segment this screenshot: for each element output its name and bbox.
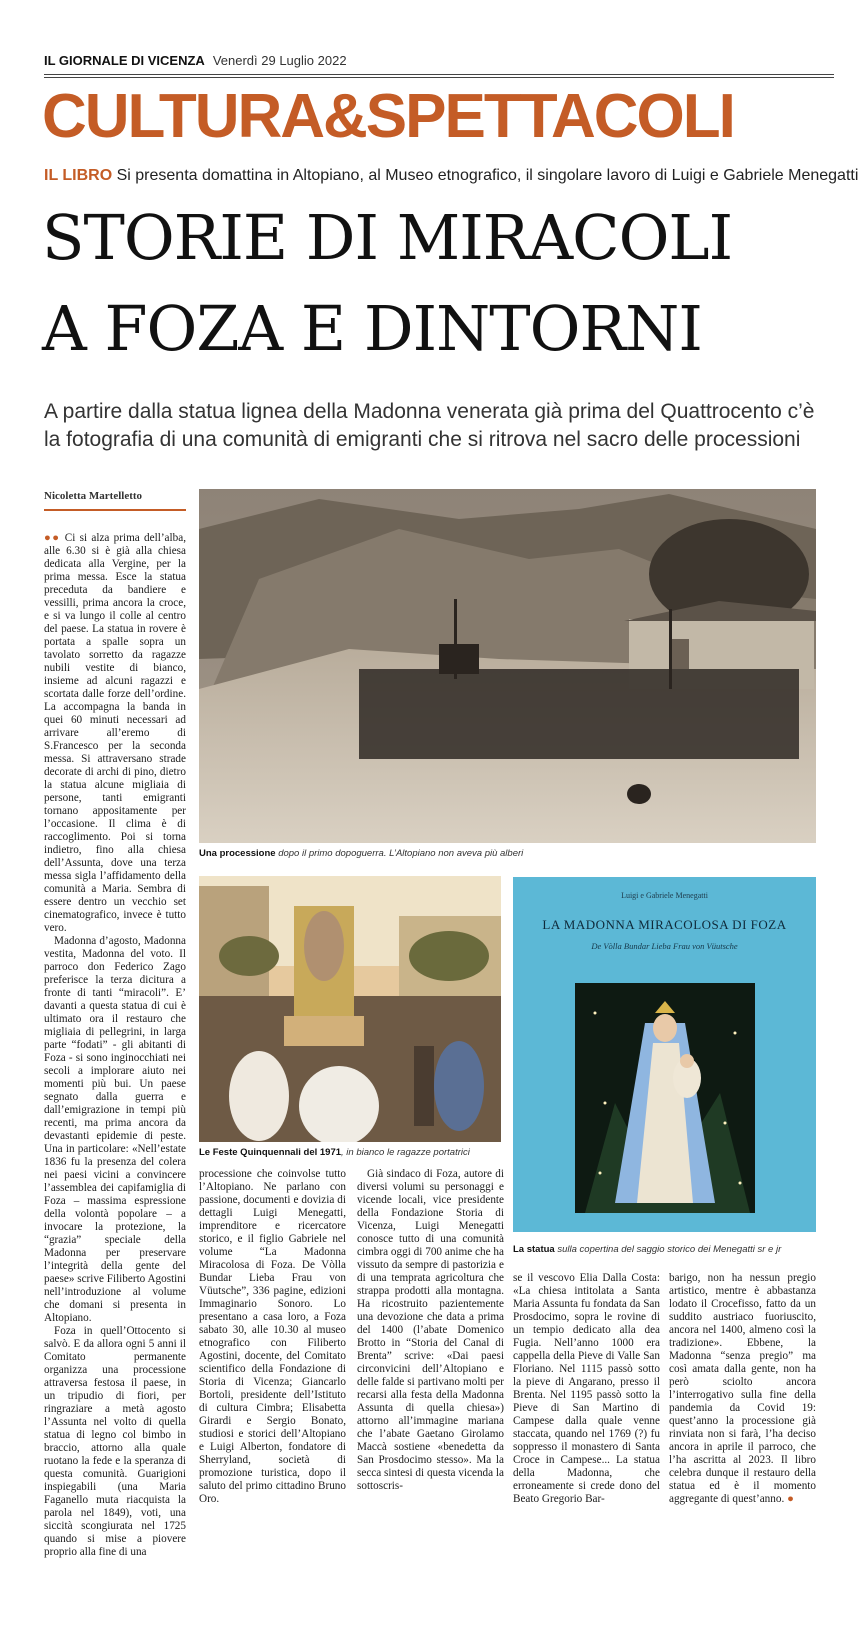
column-1-paragraph-2: Madonna d’agosto, Madonna vestita, Madonna del voto. Il parroco don Federico Zago preferisce la terza dicitura a fronte di tanti “miracoli”. E’ davanti a questa statua di cui è ultimato ora il restauro che migliaia di pellegrini, in larga parte “fodati” - gli abitanti di Foza - si sono inginocchiati nei secoli a implorare aiuto nei momenti più bui. Un paese segnato dalla guerra e dall’emigrazione in tempi più recenti, ma prima ancora da devastanti epidemie di peste. Una in particolare: «Nell’estate 1836 fu la presenza del colera nei paesi vicini a convincere l’assemblea dei capifamiglia di Foza – massima espressione della volontà popolare – a invocare la protezione, la “grazia” speciale della Madonna per preservare l’integrità della gente del paese» scrive Filiberto Agostini nell’introduzione al volume che domani si presenta in Altopiano. [44, 935, 186, 1324]
issue-date: Venerdì 29 Luglio 2022 [212, 53, 347, 68]
procession-photo-1971-image [199, 876, 501, 1142]
top-rule-second [44, 77, 834, 78]
column-4-text: se il vescovo Elia Dalla Costa: «La chiesa intitolata a Santa Maria Assunta fu fondata da San Prosdocimo, sopra le rovine di un tempio dedicato alla dea Fugia. Nell’anno 1000 era cappella della Pieve di Valle San Floriano. Nel 1115 passò sotto la pieve di Angarano, presso il Brenta. Nel 1195 passò sotto la Pieve di San Martino di Campese dalla quale venne staccata, quando nel 1769 (?) fu soppresso il monastero di Santa Croce in Campese... La statua della Madonna, che erroneamente si crede dono del Beato Gregorio Bar- [513, 1272, 660, 1505]
procession-photo-1971 [199, 876, 501, 1142]
section-title: CULTURA&SPETTACOLI [42, 82, 734, 151]
book-cover-title: LA MADONNA MIRACOLOSA DI FOZA [542, 917, 787, 932]
procession-photo-historic [199, 489, 816, 843]
column-1-paragraph-3: Foza in quell’Ottocento si salvò. E da allora ogni 5 anni il Comitato permanente organizza una processione attraversa festosa il paese, in un tripudio di fiori, per ringraziare a metà agosto l’Assunta nel volto di quella statua di legno col bimbo in braccio, attorno alla quale ruotano la fede e la speranza di questa comunità. Guarigioni inspiegabili (una Maria Faganello muta riacquista la parola nel 1849), voti, una siccità scongiurata nel 1725 quando si mise a piovere proprio alla fine di una [44, 1325, 186, 1558]
caption-book-cover [513, 1244, 823, 1255]
book-cover-subtitle: De Vòlla Bundar Lieba Frau von Vüutsche [591, 941, 738, 951]
article-column-3 [357, 1168, 504, 1623]
headline-line-2: A FOZA E DINTORNI [42, 292, 702, 365]
kicker-label: IL LIBRO [44, 167, 113, 184]
caption-photo-historic-bold: Una processione [199, 848, 276, 859]
column-5-text: barigo, non ha nessun pregio artistico, mentre è abbastanza lodato il Crocefisso, fatto da un suddito austriaco fuoriuscito, ancora nel 1400, almeno così la tradizione». Ebbene, la Madonna “senza pregio” ma così amata dalla gente, non ha però sciolto ancora l’interrogativo sulla fine della pandemia da Covid 19: quest’anno la processione già rinviata non si farà, l’ha deciso ancora in aprile il parroco, che l’ha ascritta al 2023. Il libro celebra dunque il restauro della statua ed è il momento aggregante di quest’anno. [669, 1272, 816, 1505]
top-rule [44, 74, 834, 75]
book-cover [513, 877, 816, 1232]
kicker [44, 167, 859, 185]
column-2-text: processione che coinvolse tutto l’Altopiano. Ne parlano con passione, documenti e dovizia di dettagli Luigi Menegatti, imprenditore e ricercatore storico, e il figlio Gabriele nel volume “La Madonna Miracolosa di Foza. De Vòlla Bundar Lieba Frau von Vüutsche”, 336 pagine, edizioni Immaginario Sonoro. Lo presentano a casa loro, a Foza sabato 30, alle 10.30 al museo etnografico con Filiberto Agostini, docente, del Comitato scientifico della Fondazione di Storia di Vicenza; Giancarlo Bortoli, presidente dell’Istituto di cultura Cimbra; Elisabetta Girardi e Sergio Bonato, studiosi e storici dell’Altopiano e Luigi Alberton, fondatore di Sherryland, società di promozione turistica, dopo il saluto del primo cittadino Bruno Oro. [199, 1168, 346, 1505]
newspaper-name: IL GIORNALE DI VICENZA [44, 53, 205, 68]
caption-book-cover-bold: La statua [513, 1244, 555, 1255]
caption-photo-historic [199, 848, 816, 859]
caption-book-cover-text: sulla copertina del saggio storico dei Menegatti sr e jr [557, 1244, 782, 1255]
book-cover-authors: Luigi e Gabriele Menegatti [621, 891, 708, 900]
column-3-text: Già sindaco di Foza, autore di diversi volumi su personaggi e vicende locali, vice presidente della Fondazione Storia di Vicenza, Luigi Menegatti conosce tutto di una comunità cimbra oggi di 700 anime che ha vissuto da sempre di pastorizia e di una temprata agricoltura che strappa prodotti alla montagna. Ha ricostruito pazientemente una devozione che data a prima del 1400 (l’abate Domenico Brotto in “Storia del Canal di Brenta” scrive: «Dai paesi circonvicini dell’Altopiano e delle falde si partivano molti per recarsi alla festa della Madonna Assunta di quella chiesa») attorno all’immagine mariana che l’abate Gaetano Girolamo Maccà sostiene «benedetta da San Prosdocimo stesso». Ma la secca sintesi di questa vicenda la sottoscris- [357, 1168, 504, 1492]
kicker-text: Si presenta domattina in Altopiano, al Museo etnografico, il singolare lavoro di Luigi e Gabriele Menegatti [116, 167, 859, 184]
article-column-4 [513, 1272, 660, 1623]
caption-photo-historic-text: dopo il primo dopoguerra. L’Altopiano non aveva più alberi [278, 848, 524, 859]
caption-photo-1971 [199, 1147, 509, 1158]
headline-line-1: STORIE DI MIRACOLI [42, 201, 733, 274]
start-dots-icon: ●● [44, 532, 65, 544]
end-dot-icon: ● [787, 1493, 794, 1505]
deck-subtitle: A partire dalla statua lignea della Madonna venerata già prima del Quattrocento c’è la fotografia di una comunità di emigranti che si ritrova nel sacro delle processioni [44, 400, 815, 451]
byline-rule [44, 509, 186, 511]
caption-photo-1971-bold: Le Feste Quinquennali del 1971 [199, 1147, 342, 1158]
madonna-statue-image [575, 983, 755, 1213]
article-column-2 [199, 1168, 346, 1623]
byline: Nicoletta Martelletto [44, 490, 143, 502]
article-column-1 [44, 532, 186, 1622]
caption-photo-1971-text: , in bianco le ragazze portatrici [341, 1147, 470, 1158]
article-column-5 [669, 1272, 816, 1623]
column-1-paragraph-1: Ci si alza prima dell’alba, alle 6.30 si è già alla chiesa dedicata alla Vergine, per la prima messa. Esce la statua preceduta da bandiere e vessilli, prima ancora la croce, e si va lungo il colle al centro del paese. La statua in rovere è portata a spalle sopra un tavolato sorretto da ragazze nubili vestite di bianco, insieme ad alcuni ragazzi e scortata dalle forze dell’ordine. La accompagna la banda in quei 60 minuti necessari ad arrivare all’eremo di S.Francesco per la seconda messa. Si attraversano strade decorate di archi di pino, dietro la statua alcune migliaia di persone, tanti emigranti tornano appositamente per l’occasione. Il clima è di raccoglimento. Poi si torna indietro, fino alla chiesa dell’Assunta, dove una terza messa sigla l’affidamento della comunità a Maria. Sembra di essere dentro un vecchio set cinematografico, invece è tutto vero. [44, 532, 186, 934]
procession-photo-historic-image [199, 489, 816, 843]
masthead [44, 52, 834, 72]
